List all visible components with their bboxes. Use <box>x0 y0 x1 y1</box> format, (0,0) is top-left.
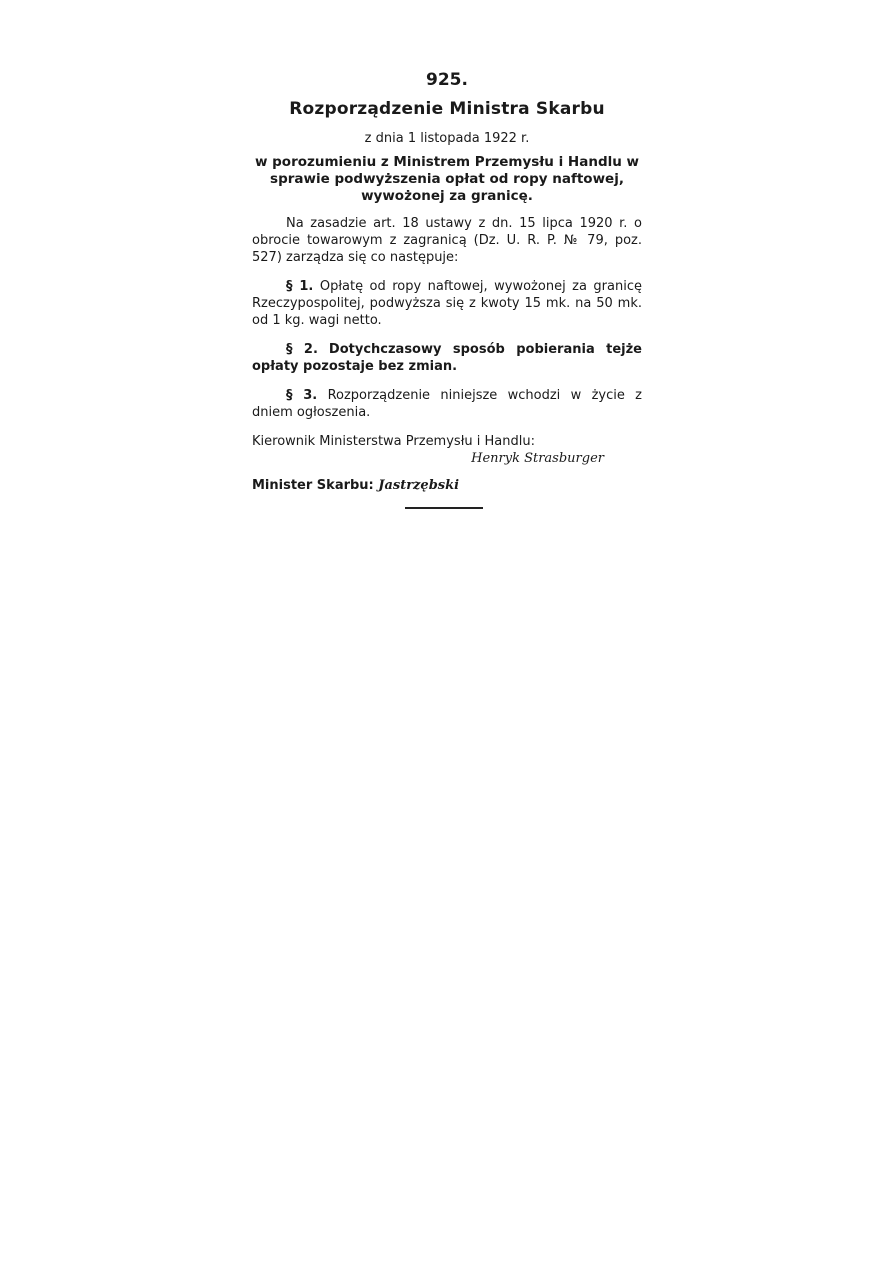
document-title: Rozporządzenie Ministra Skarbu <box>289 99 605 119</box>
minister-name: Jastrzębski <box>378 478 460 493</box>
closing-rule <box>405 507 483 509</box>
signatory-role: Kierownik Ministerstwa Przemysłu i Handlu: <box>252 434 535 449</box>
ordinance-document <box>252 70 642 509</box>
signatory-name: Henryk Strasburger <box>471 451 604 466</box>
section-1-text: Opłatę od ropy naftowej, wywożonej za granicę Rzeczypospolitej, podwyższa się z kwoty 15 mk. na 50 mk. od 1 kg. wagi netto. <box>252 279 642 328</box>
section-1 <box>252 278 642 329</box>
section-1-label: § 1. <box>286 279 314 294</box>
document-date: z dnia 1 listopada 1922 r. <box>364 131 530 146</box>
section-2-text: Dotychczasowy sposób pobierania tejże opłaty pozostaje bez zmian. <box>252 342 642 374</box>
minister-line <box>252 478 642 493</box>
minister-role: Minister Skarbu: <box>252 478 374 493</box>
section-3-text: Rozporządzenie niniejsze wchodzi w życie z dniem ogłoszenia. <box>252 388 643 420</box>
section-2 <box>252 341 642 375</box>
document-number: 925. <box>426 70 468 90</box>
document-subject: w porozumieniu z Ministrem Przemysłu i Handlu w sprawie podwyższenia opłat od ropy naftowej, wywożonej za granicę. <box>254 154 640 204</box>
section-2-label: § 2. <box>286 342 318 357</box>
preamble: Na zasadzie art. 18 ustawy z dn. 15 lipca 1920 r. o obrocie towarowym z zagranicą (Dz. U. R. P. № 79, poz. 527) zarządza się co następuje: <box>252 216 642 265</box>
section-3-label: § 3. <box>286 388 318 403</box>
section-3 <box>252 387 642 421</box>
